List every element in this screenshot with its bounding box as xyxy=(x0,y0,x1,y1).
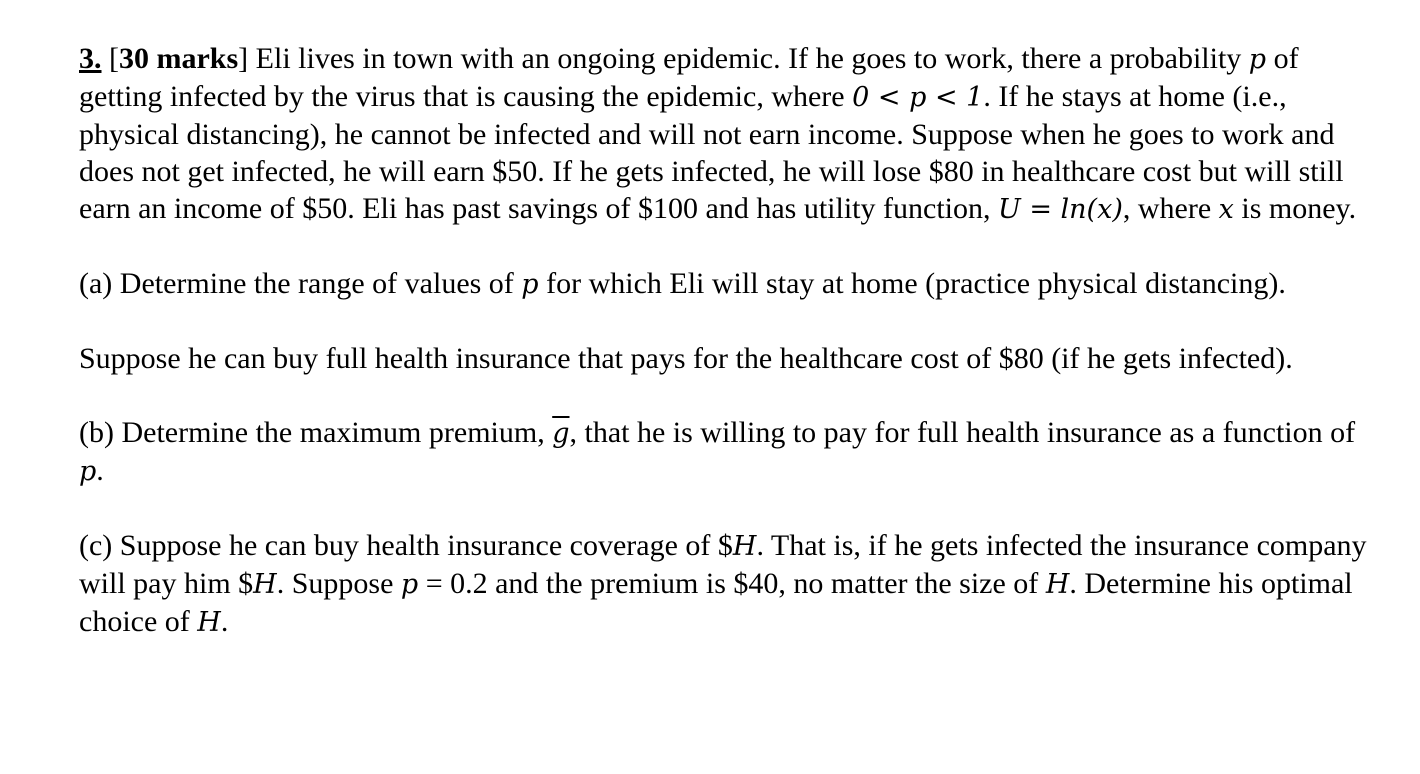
insurance-note: Suppose he can buy full health insurance that pays for the healthcare cost of $80 (if he gets infected). xyxy=(79,342,1293,375)
marks-label: 30 marks xyxy=(119,42,239,75)
part-b-text-1: (b) Determine the maximum premium, xyxy=(79,416,553,449)
part-a-text-2: for which Eli will stay at home (practice physical distancing). xyxy=(538,267,1286,300)
math-p: p xyxy=(1248,44,1267,75)
intro-text-5: is money. xyxy=(1233,192,1357,225)
part-b-text-2: , that he is willing to pay for full health insurance as a function of xyxy=(569,416,1356,449)
part-c-text-5: . Determine his optimal choice of xyxy=(79,567,1353,638)
part-b xyxy=(79,414,1379,490)
intro-text-4: , where xyxy=(1122,192,1219,225)
marks-close: ] xyxy=(238,42,249,75)
part-c-math-h3: H xyxy=(1045,569,1070,600)
part-c-math-h2: H xyxy=(253,569,277,600)
marks-open: [ xyxy=(109,42,119,75)
question-intro xyxy=(79,40,1379,228)
part-c-math-p: p xyxy=(400,569,419,600)
part-c xyxy=(79,527,1379,641)
part-b-text-3: . xyxy=(96,454,104,487)
intro-text-3: . If he stays at home (i.e., physical distancing), he cannot be infected and will not earn income. Suppose when he goes to work and does not get infected, he will earn $50. If he gets infected, he will lose $80 in healthcare cost but will still earn an income of $50. Eli has past savings of $100 and has utility function, xyxy=(79,80,1344,225)
math-utility: U = ln(x) xyxy=(997,194,1123,225)
part-b-math-gbar: $\overline{g}$ xyxy=(552,418,570,449)
part-c-text-2: . That is, if he gets infected the insurance company will pay him $ xyxy=(79,529,1367,600)
part-c-math-h1: H xyxy=(732,531,757,562)
part-c-math-h4: H xyxy=(197,607,221,638)
part-c-text-1: (c) Suppose he can buy health insurance coverage of $ xyxy=(79,529,733,562)
part-c-text-4: = 0.2 and the premium is $40, no matter the size of xyxy=(418,567,1046,600)
part-c-text-3: . Suppose xyxy=(276,567,401,600)
part-a-text-1: (a) Determine the range of values of xyxy=(79,267,522,300)
math-x: x xyxy=(1218,194,1234,225)
question-document xyxy=(79,40,1379,641)
part-a xyxy=(79,265,1379,303)
part-c-text-6: . xyxy=(220,605,229,638)
part-a-math-p: p xyxy=(521,269,539,300)
question-number: 3. xyxy=(79,42,102,75)
part-b-math-p: p xyxy=(79,456,97,487)
intro-text-2: of getting infected by the virus that is causing the epidemic, where xyxy=(79,42,1299,113)
math-p-range: 0 < p < 1 xyxy=(852,82,984,113)
intro-text-1: Eli lives in town with an ongoing epidemic. If he goes to work, there a probability xyxy=(248,42,1249,75)
